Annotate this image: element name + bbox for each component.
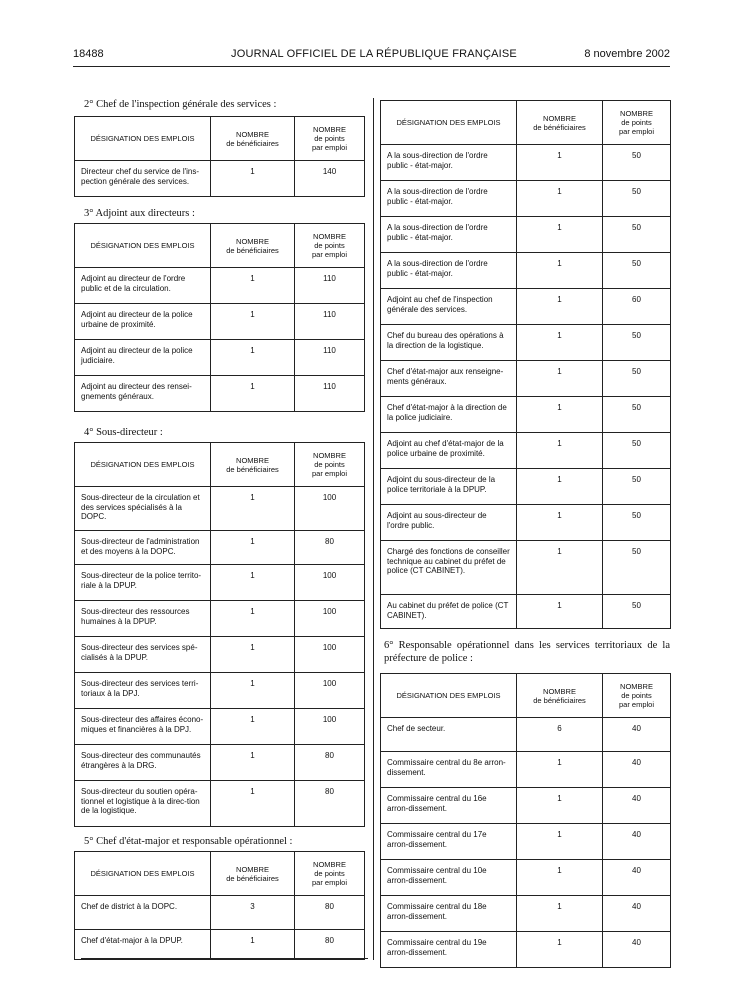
table-row [381, 752, 671, 788]
column-header-points [295, 224, 365, 268]
table-row [381, 217, 671, 253]
column-header-line: par emploi [311, 878, 348, 887]
column-header-line: NOMBRE [313, 125, 346, 134]
beneficiaries-cell: 1 [211, 268, 295, 304]
table-row [381, 397, 671, 433]
beneficiaries-cell: 1 [211, 745, 295, 781]
designation-cell [381, 145, 517, 181]
beneficiaries-cell: 1 [517, 145, 603, 181]
designation-cell [75, 896, 211, 930]
points-cell: 80 [295, 781, 365, 827]
points-cell: 100 [295, 709, 365, 745]
table-row [381, 145, 671, 181]
table-etat-major-continued [380, 100, 671, 629]
designation-cell [381, 752, 517, 788]
designation-cell [381, 505, 517, 541]
designation-cell [381, 788, 517, 824]
designation-cell [381, 896, 517, 932]
designation-cell [75, 781, 211, 827]
beneficiaries-cell: 1 [211, 565, 295, 601]
points-cell: 100 [295, 487, 365, 531]
designation-text: Chef du bureau des opérations à la direction de la logistique. [387, 331, 504, 350]
column-header-line: NOMBRE [313, 860, 346, 869]
column-header-line: par emploi [618, 700, 655, 709]
table-header-row [75, 443, 365, 487]
beneficiaries-cell: 1 [517, 469, 603, 505]
table-responsables-territoriaux [380, 673, 671, 968]
points-cell: 110 [295, 304, 365, 340]
points-cell: 50 [603, 469, 671, 505]
left-column [74, 98, 368, 960]
column-header-line: de bénéficiaires [226, 245, 279, 255]
designation-text: Au cabinet du préfet de police (CT CABINET). [387, 601, 509, 620]
journal-title: JOURNAL OFFICIEL DE LA RÉPUBLIQUE FRANÇAISE [231, 48, 517, 60]
column-header-line: de points [621, 118, 652, 127]
table-row [75, 304, 365, 340]
points-cell: 50 [603, 505, 671, 541]
beneficiaries-cell: 1 [517, 541, 603, 595]
points-cell: 50 [603, 325, 671, 361]
column-header-line: de bénéficiaires [226, 873, 279, 883]
column-header-beneficiaries [211, 224, 295, 268]
designation-cell [381, 860, 517, 896]
designation-text: Adjoint au directeur des rensei-gnements généraux. [81, 382, 192, 401]
points-cell: 100 [295, 601, 365, 637]
beneficiaries-cell: 1 [211, 781, 295, 827]
column-header-line: de points [314, 869, 345, 878]
designation-text: Sous-directeur de l'administration et des moyens à la DOPC. [81, 537, 200, 556]
column-header-line: de points [314, 241, 345, 250]
designation-text: A la sous-direction de l'ordre public - état-major. [387, 151, 488, 170]
designation-cell [381, 595, 517, 629]
table-row [75, 673, 365, 709]
table-row [381, 253, 671, 289]
beneficiaries-cell: 1 [517, 253, 603, 289]
designation-text: Commissaire central du 10e arron-dissement. [387, 866, 487, 885]
designation-text: Commissaire central du 19e arron-dissement. [387, 938, 487, 957]
table-row [381, 718, 671, 752]
column-header-points [295, 443, 365, 487]
beneficiaries-cell: 1 [211, 340, 295, 376]
points-cell: 80 [295, 896, 365, 930]
points-cell: 40 [603, 824, 671, 860]
table-continuation-edge [81, 958, 368, 959]
table-row [381, 289, 671, 325]
column-header-beneficiaries [211, 852, 295, 896]
table-row [75, 709, 365, 745]
table-row [75, 896, 365, 930]
table-inspection [74, 116, 365, 197]
column-divider [373, 98, 374, 960]
issue-date: 8 novembre 2002 [584, 48, 670, 60]
section-heading: 2° Chef de l'inspection générale des services : [84, 99, 277, 110]
table-row [75, 531, 365, 565]
designation-text: Adjoint au chef de l'inspection générale des services. [387, 295, 493, 314]
column-header-line: NOMBRE [543, 686, 576, 696]
designation-cell [75, 565, 211, 601]
designation-cell [75, 487, 211, 531]
points-cell: 100 [295, 673, 365, 709]
section-heading: 5° Chef d'état-major et responsable opérationnel : [84, 836, 293, 847]
table-row [381, 824, 671, 860]
table-row [75, 376, 365, 412]
points-cell: 140 [295, 161, 365, 197]
designation-cell [381, 718, 517, 752]
column-header-points [603, 101, 671, 145]
table-row [75, 268, 365, 304]
header-rule [73, 66, 670, 67]
beneficiaries-cell: 1 [517, 595, 603, 629]
designation-text: Chef d'état-major aux renseigne-ments généraux. [387, 367, 504, 386]
points-cell: 60 [603, 289, 671, 325]
designation-cell [381, 824, 517, 860]
designation-cell [381, 361, 517, 397]
table-header-row [381, 674, 671, 718]
table-row [75, 930, 365, 960]
points-cell: 40 [603, 752, 671, 788]
right-column [380, 100, 672, 968]
column-header-designation: DÉSIGNATION DES EMPLOIS [75, 443, 211, 487]
points-cell: 50 [603, 361, 671, 397]
table-row [381, 181, 671, 217]
beneficiaries-cell: 1 [517, 788, 603, 824]
beneficiaries-cell: 1 [211, 673, 295, 709]
beneficiaries-cell: 1 [517, 325, 603, 361]
designation-cell [75, 304, 211, 340]
beneficiaries-cell: 1 [211, 531, 295, 565]
table-row [381, 932, 671, 968]
column-header-line: NOMBRE [620, 109, 653, 118]
column-header-beneficiaries [211, 117, 295, 161]
column-header-line: NOMBRE [543, 113, 576, 123]
table-row [75, 745, 365, 781]
beneficiaries-cell: 1 [517, 361, 603, 397]
section-heading: 3° Adjoint aux directeurs : [84, 208, 195, 219]
points-cell: 110 [295, 268, 365, 304]
table-row [75, 601, 365, 637]
designation-text: Sous-directeur du soutien opéra-tionnel et logistique à la direc-tion de la logistique. [81, 787, 200, 815]
designation-text: Sous-directeur des communautés étrangères à la DRG. [81, 751, 201, 770]
section-heading: 4° Sous-directeur : [84, 427, 163, 438]
table-row [381, 361, 671, 397]
column-header-points [603, 674, 671, 718]
column-header-line: NOMBRE [236, 236, 269, 246]
designation-cell [381, 289, 517, 325]
designation-text: Adjoint au directeur de l'ordre public et de la circulation. [81, 274, 186, 293]
designation-text: Sous-directeur des ressources humaines à la DPUP. [81, 607, 190, 626]
beneficiaries-cell: 1 [517, 824, 603, 860]
points-cell: 50 [603, 253, 671, 289]
table-header-row [75, 852, 365, 896]
beneficiaries-cell: 1 [517, 896, 603, 932]
designation-text: Commissaire central du 8e arron-dissement. [387, 758, 506, 777]
page-header [0, 48, 748, 62]
designation-text: Adjoint au chef d'état-major de la police urbaine de proximité. [387, 439, 504, 458]
column-header-line: de bénéficiaires [226, 138, 279, 148]
beneficiaries-cell: 1 [211, 161, 295, 197]
points-cell: 50 [603, 397, 671, 433]
column-header-line: de points [314, 134, 345, 143]
designation-text: Sous-directeur de la police territo-riale à la DPUP. [81, 571, 202, 590]
column-header-line: NOMBRE [620, 682, 653, 691]
designation-text: Sous-directeur des services terri-toriaux à la DPJ. [81, 679, 199, 698]
column-header-line: de bénéficiaires [533, 122, 586, 132]
designation-text: Chef d'état-major à la DPUP. [81, 936, 183, 945]
table-row [381, 541, 671, 595]
beneficiaries-cell: 1 [211, 376, 295, 412]
designation-cell [381, 181, 517, 217]
table-row [381, 433, 671, 469]
beneficiaries-cell: 1 [517, 932, 603, 968]
points-cell: 50 [603, 541, 671, 595]
beneficiaries-cell: 1 [517, 181, 603, 217]
designation-text: Commissaire central du 17e arron-dissement. [387, 830, 487, 849]
table-row [75, 161, 365, 197]
designation-text: Chef d'état-major à la direction de la police judiciaire. [387, 403, 507, 422]
designation-text: Chef de district à la DOPC. [81, 902, 178, 911]
table-row [381, 860, 671, 896]
column-header-line: par emploi [618, 127, 655, 136]
column-header-designation: DÉSIGNATION DES EMPLOIS [75, 117, 211, 161]
column-header-points [295, 117, 365, 161]
table-row [75, 781, 365, 827]
designation-text: Commissaire central du 18e arron-dissement. [387, 902, 487, 921]
beneficiaries-cell: 1 [517, 217, 603, 253]
designation-text: Adjoint au directeur de la police urbaine de proximité. [81, 310, 193, 329]
table-header-row [381, 101, 671, 145]
designation-cell [381, 217, 517, 253]
beneficiaries-cell: 1 [517, 433, 603, 469]
table-row [381, 595, 671, 629]
designation-text: A la sous-direction de l'ordre public - état-major. [387, 223, 488, 242]
designation-text: Adjoint au sous-directeur de l'ordre public. [387, 511, 487, 530]
points-cell: 100 [295, 565, 365, 601]
column-header-line: de points [314, 460, 345, 469]
points-cell: 40 [603, 718, 671, 752]
points-cell: 100 [295, 637, 365, 673]
beneficiaries-cell: 1 [211, 930, 295, 960]
points-cell: 40 [603, 896, 671, 932]
points-cell: 50 [603, 145, 671, 181]
column-header-line: par emploi [311, 469, 348, 478]
designation-cell [381, 932, 517, 968]
table-adjoints [74, 223, 365, 412]
table-row [75, 487, 365, 531]
section-heading: 6° Responsable opérationnel dans les services territoriaux de la préfecture de police : [384, 640, 670, 664]
beneficiaries-cell: 3 [211, 896, 295, 930]
designation-text: Sous-directeur des services spé-cialisés à la DPUP. [81, 643, 198, 662]
points-cell: 110 [295, 376, 365, 412]
table-row [381, 325, 671, 361]
points-cell: 40 [603, 788, 671, 824]
beneficiaries-cell: 1 [517, 752, 603, 788]
column-header-beneficiaries [517, 674, 603, 718]
designation-cell [381, 253, 517, 289]
designation-cell [381, 433, 517, 469]
beneficiaries-cell: 1 [517, 289, 603, 325]
column-header-line: de points [621, 691, 652, 700]
designation-cell [75, 601, 211, 637]
column-header-line: NOMBRE [236, 864, 269, 874]
table-header-row [75, 117, 365, 161]
designation-cell [381, 325, 517, 361]
column-header-line: NOMBRE [236, 455, 269, 465]
table-etat-major [74, 851, 365, 960]
column-header-line: NOMBRE [313, 451, 346, 460]
designation-cell [75, 376, 211, 412]
designation-text: Commissaire central du 16e arron-dissement. [387, 794, 487, 813]
designation-text: A la sous-direction de l'ordre public - état-major. [387, 259, 488, 278]
points-cell: 50 [603, 433, 671, 469]
page-number: 18488 [73, 48, 104, 60]
table-row [381, 896, 671, 932]
column-header-beneficiaries [517, 101, 603, 145]
designation-cell [381, 469, 517, 505]
designation-cell [75, 637, 211, 673]
table-row [75, 637, 365, 673]
designation-text: Adjoint au directeur de la police judiciaire. [81, 346, 193, 365]
beneficiaries-cell: 1 [211, 637, 295, 673]
designation-cell [381, 541, 517, 595]
beneficiaries-cell: 1 [517, 505, 603, 541]
designation-cell [75, 161, 211, 197]
beneficiaries-cell: 6 [517, 718, 603, 752]
beneficiaries-cell: 1 [211, 487, 295, 531]
column-header-line: de bénéficiaires [533, 695, 586, 705]
designation-text: Adjoint du sous-directeur de la police territoriale à la DPUP. [387, 475, 496, 494]
points-cell: 80 [295, 930, 365, 960]
table-row [381, 788, 671, 824]
designation-cell [75, 709, 211, 745]
points-cell: 80 [295, 531, 365, 565]
column-header-line: par emploi [311, 143, 348, 152]
designation-cell [75, 531, 211, 565]
column-header-designation: DÉSIGNATION DES EMPLOIS [75, 852, 211, 896]
designation-text: Chef de secteur. [387, 724, 446, 733]
points-cell: 50 [603, 595, 671, 629]
beneficiaries-cell: 1 [211, 709, 295, 745]
points-cell: 50 [603, 181, 671, 217]
beneficiaries-cell: 1 [517, 397, 603, 433]
points-cell: 40 [603, 860, 671, 896]
column-header-line: NOMBRE [236, 129, 269, 139]
points-cell: 80 [295, 745, 365, 781]
points-cell: 40 [603, 932, 671, 968]
table-row [381, 469, 671, 505]
column-header-line: de bénéficiaires [226, 464, 279, 474]
table-row [75, 565, 365, 601]
points-cell: 50 [603, 217, 671, 253]
table-row [75, 340, 365, 376]
column-header-designation: DÉSIGNATION DES EMPLOIS [381, 101, 517, 145]
designation-text: Chargé des fonctions de conseiller technique au cabinet du préfet de police (CT CABINET). [387, 547, 510, 575]
column-header-designation: DÉSIGNATION DES EMPLOIS [381, 674, 517, 718]
designation-text: Sous-directeur des affaires écono-miques et financières à la DPJ. [81, 715, 204, 734]
column-header-designation: DÉSIGNATION DES EMPLOIS [75, 224, 211, 268]
column-header-line: par emploi [311, 250, 348, 259]
beneficiaries-cell: 1 [211, 601, 295, 637]
designation-text: Sous-directeur de la circulation et des services spécialisés à la DOPC. [81, 493, 200, 521]
designation-cell [75, 340, 211, 376]
table-header-row [75, 224, 365, 268]
designation-cell [75, 268, 211, 304]
table-row [381, 505, 671, 541]
points-cell: 110 [295, 340, 365, 376]
column-header-points [295, 852, 365, 896]
table-sous-directeurs [74, 442, 365, 827]
designation-text: Directeur chef du service de l'ins-pection générale des services. [81, 167, 200, 186]
designation-cell [381, 397, 517, 433]
column-header-line: NOMBRE [313, 232, 346, 241]
designation-cell [75, 930, 211, 960]
designation-cell [75, 673, 211, 709]
designation-cell [75, 745, 211, 781]
designation-text: A la sous-direction de l'ordre public - état-major. [387, 187, 488, 206]
beneficiaries-cell: 1 [517, 860, 603, 896]
column-header-beneficiaries [211, 443, 295, 487]
beneficiaries-cell: 1 [211, 304, 295, 340]
